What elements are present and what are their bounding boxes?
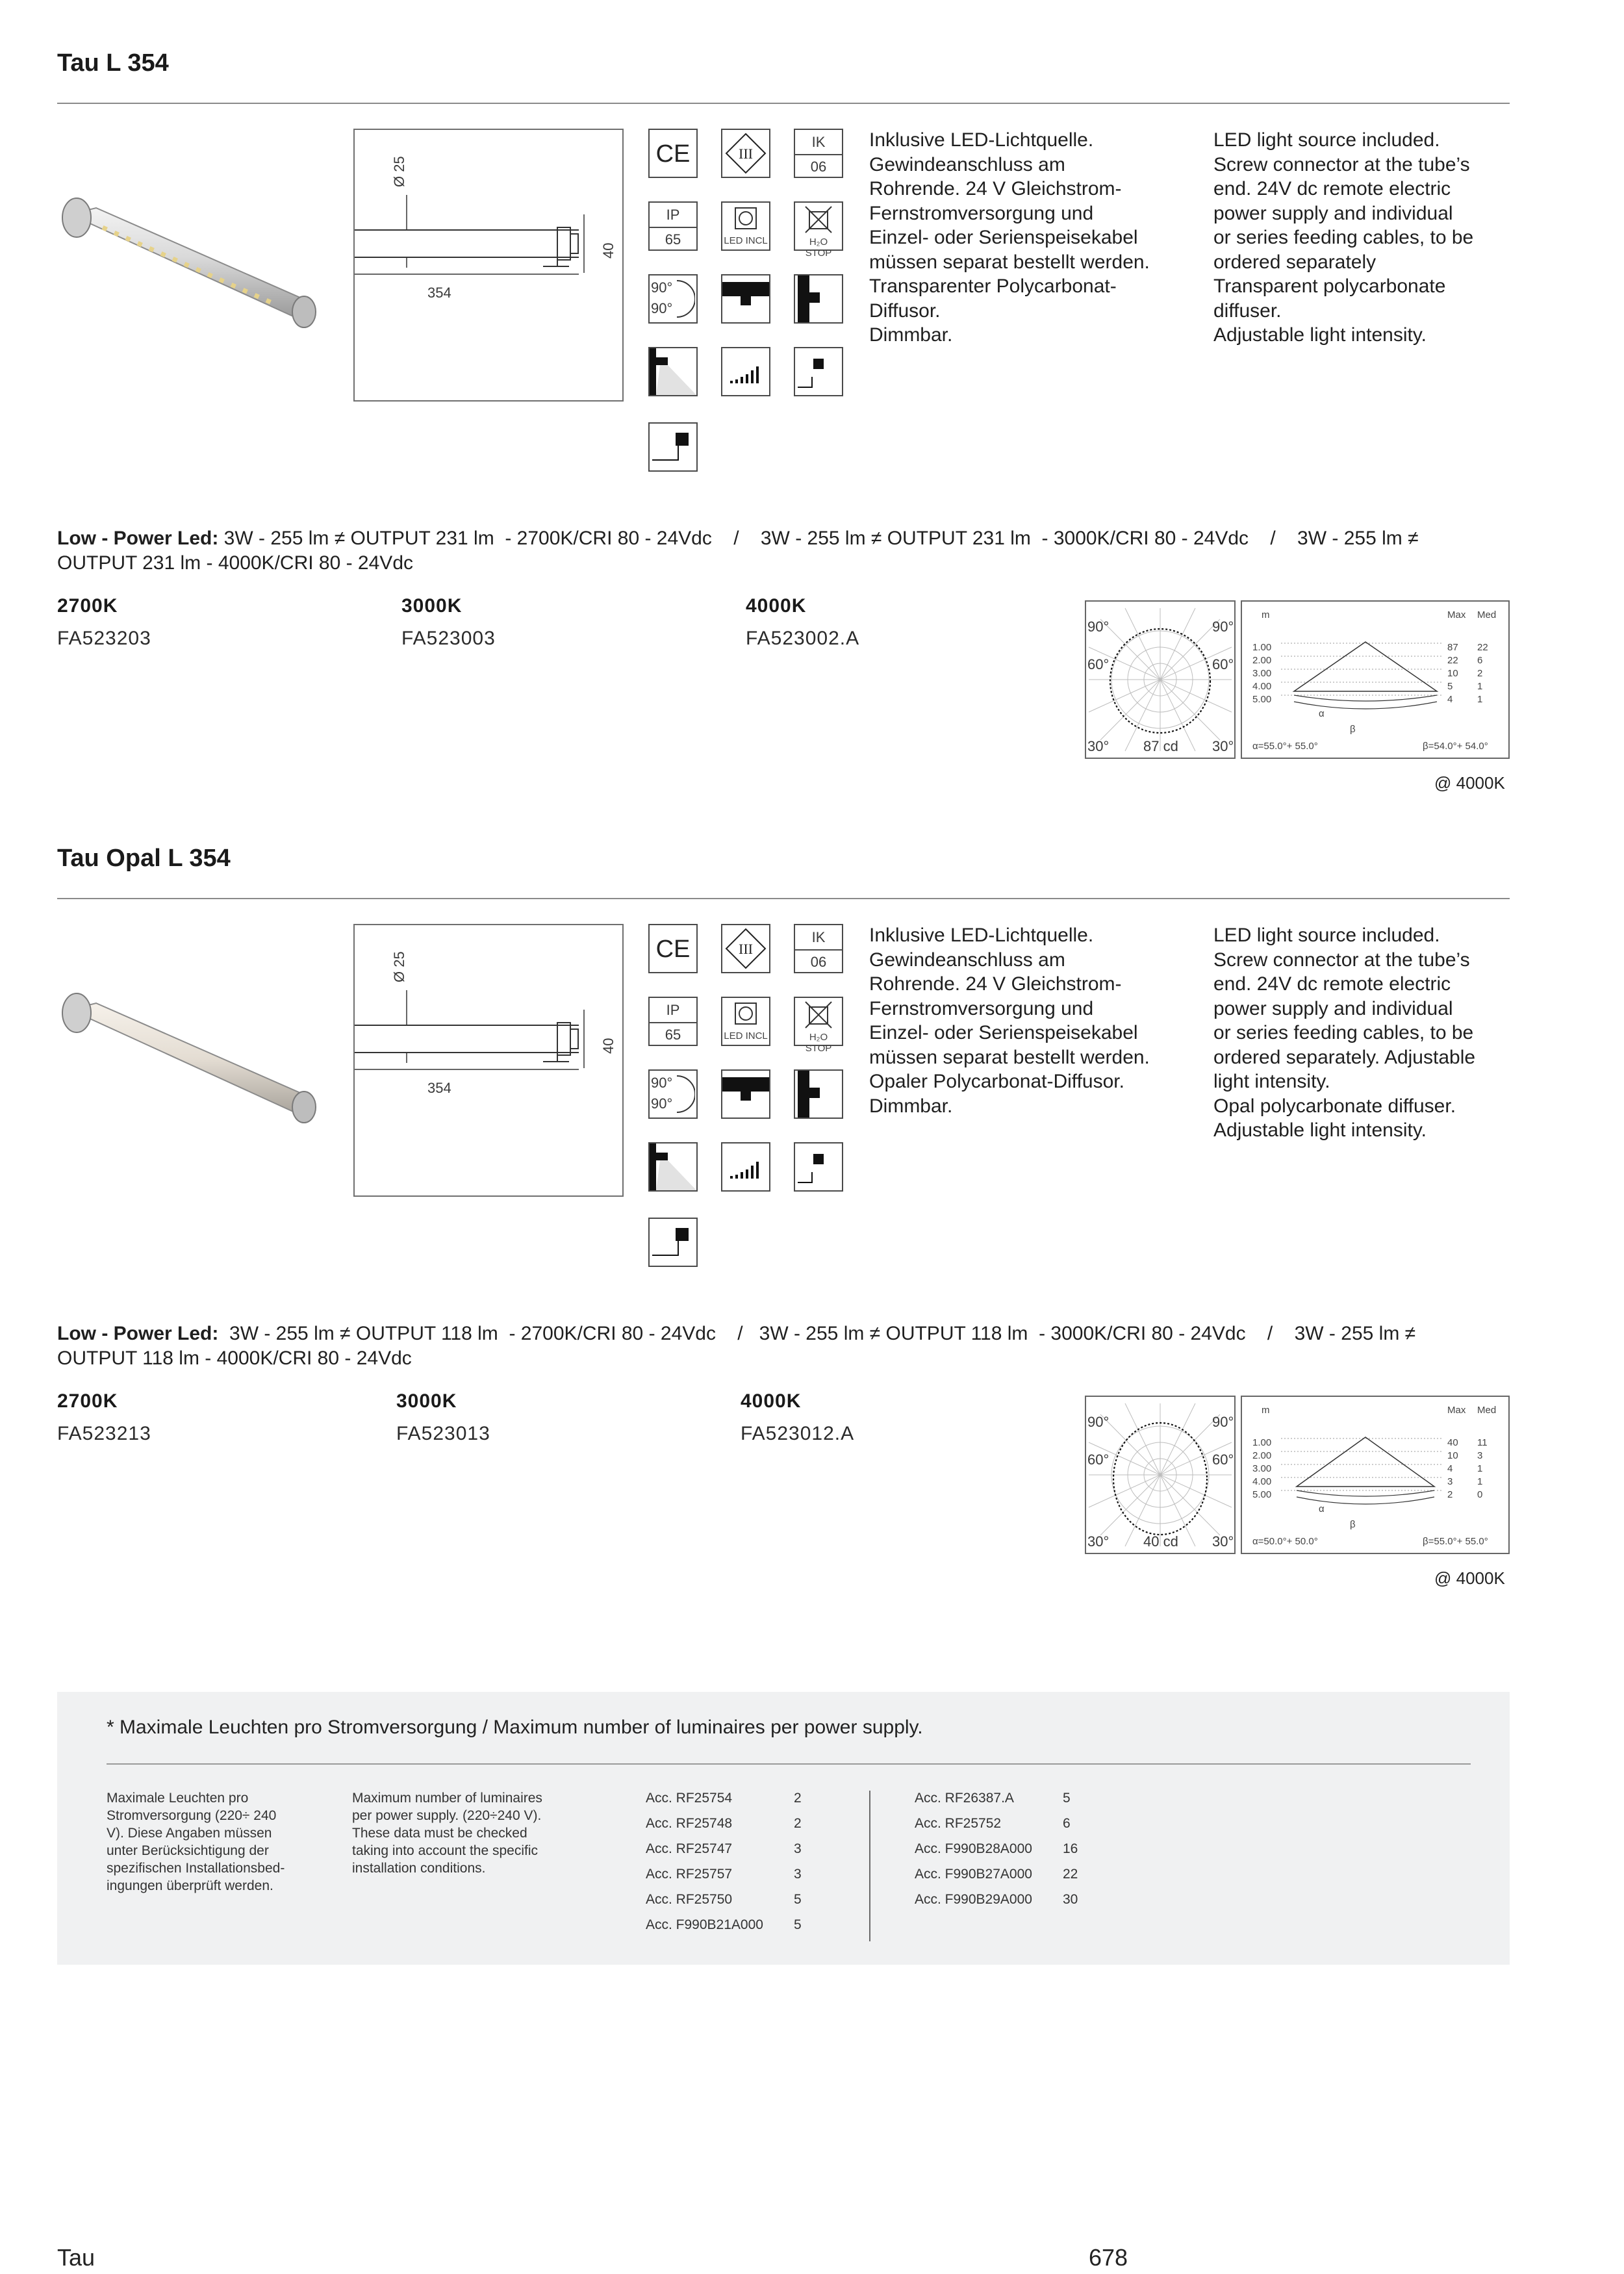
specs-label: Low - Power Led:	[57, 1323, 219, 1344]
description-de: Inklusive LED-Lichtquelle. Gewindeanschluss am Rohrende. 24 V Gleichstrom- Fernstromversorgung und Einzel- oder Serienspeisekabel müssen separat bestellt werden. Opaler Polycarbonat-Diffusor. Dimmbar.	[869, 925, 1150, 1117]
description-en: LED light source included. Screw connector at the tube’s end. 24V dc remote electric power supply and individual or series feeding cables, to be ordered separately Transparent polycarbonate diffuser. Adjustable light intensity.	[1213, 129, 1474, 346]
height-label: 40	[600, 1038, 616, 1054]
variant-code: FA523003	[401, 628, 496, 649]
power-specs	[57, 1322, 1510, 1371]
specs-label: Low - Power Led:	[57, 528, 219, 549]
technical-drawing	[353, 924, 624, 1197]
power-specs	[57, 526, 1510, 576]
specs-line-1: 3W - 255 lm ≠ OUTPUT 231 lm - 2700K/CRI 80 - 24Vdc / 3W - 255 lm ≠ OUTPUT 231 lm - 3000K/CRI 80 - 24Vdc / 3W - 255 lm ≠	[218, 528, 1419, 549]
h2o-stop-icon: H₂O STOP	[794, 201, 843, 251]
info-heading: * Maximale Leuchten pro Stromversorgung / Maximum number of luminaires per power supply.	[107, 1717, 923, 1738]
variant-temp: 4000K	[741, 1390, 802, 1412]
variant-temp: 2700K	[57, 1390, 118, 1412]
dimmable-icon	[721, 1142, 770, 1192]
table-row: Acc. RF25750 5	[646, 1892, 802, 1907]
title-divider	[57, 103, 1510, 104]
table-row: Acc. RF25748 2	[646, 1816, 802, 1831]
ce-mark-icon	[648, 129, 698, 178]
description-en: LED light source included. Screw connector at the tube’s end. 24V dc remote electric power supply and individual or series feeding cables, to be ordered separately. Adjustable light intensity. Opal polycarbonate diffuser. Adjustable light intensity.	[1213, 925, 1476, 1141]
info-text-de: Maximale Leuchten pro Stromversorgung (220÷ 240 V). Diese Angaben müssen unter Berücksichtigung der spezifischen Installationsbed- ingungen überprüft werden.	[107, 1791, 285, 1893]
specs-line-1: 3W - 255 lm ≠ OUTPUT 118 lm - 2700K/CRI 80 - 24Vdc / 3W - 255 lm ≠ OUTPUT 118 lm - 3000K/CRI 80 - 24Vdc / 3W - 255 lm ≠	[218, 1323, 1416, 1344]
info-text-en: Maximum number of luminaires per power supply. (220÷240 V). These data must be checked taking into account the specific installation conditions.	[352, 1791, 542, 1876]
table-row: Acc. RF25752 6	[915, 1816, 1071, 1831]
svg-text:III: III	[739, 941, 753, 957]
polar-diagram: 90° 90° 60° 60° 30° 30° 87 cd	[1085, 600, 1236, 759]
product-photo	[57, 984, 317, 1133]
description-de: Inklusive LED-Lichtquelle. Gewindeanschluss am Rohrende. 24 V Gleichstrom- Fernstromversorgung und Einzel- oder Serienspeisekabel müssen separat bestellt werden. Transparenter Polycarbonat- Diffusor. Dimmbar.	[869, 129, 1150, 346]
technical-drawing	[353, 129, 624, 402]
ceiling-mount-icon	[794, 347, 843, 396]
ip-rating-icon: IP 65	[648, 201, 698, 251]
ce-mark-icon	[648, 924, 698, 973]
table-row: Acc. RF25757 3	[646, 1867, 802, 1882]
beam-down-icon	[721, 274, 770, 324]
wall-mount-icon	[794, 1069, 843, 1119]
svg-text:CE: CE	[655, 936, 691, 963]
candela-value: 40 cd	[1143, 1533, 1178, 1550]
specs-line-2: OUTPUT 118 lm - 4000K/CRI 80 - 24Vdc	[57, 1348, 412, 1369]
light-spread-icon	[648, 1142, 698, 1192]
info-divider	[107, 1763, 1471, 1765]
table-row: Acc. F990B28A000 16	[915, 1841, 1078, 1856]
variant-code: FA523002.A	[746, 628, 860, 649]
diameter-label: Ø 25	[391, 951, 407, 982]
table-separator	[869, 1791, 870, 1941]
rotation-icon: 90° 90°	[648, 1069, 698, 1119]
svg-text:CE: CE	[655, 140, 691, 168]
table-row: Acc. F990B29A000 30	[915, 1892, 1078, 1907]
beam-down-icon	[721, 1069, 770, 1119]
accessory-table-right	[915, 1791, 1110, 1917]
length-label: 354	[427, 1080, 451, 1096]
length-label: 354	[427, 285, 451, 301]
ik-rating-icon: IK 06	[794, 129, 843, 178]
table-row: Acc. RF25754 2	[646, 1791, 802, 1806]
diameter-label: Ø 25	[391, 156, 407, 187]
variant-temp: 2700K	[57, 595, 118, 617]
variant-temp: 3000K	[401, 595, 463, 617]
icon-grid	[648, 924, 843, 1275]
accessory-table-left	[646, 1791, 841, 1943]
icon-grid	[648, 129, 843, 479]
section-name: Tau	[57, 2244, 95, 2271]
cone-diagram: m Max Med 1.00 87 22 2.00 22 6 3.00 10 2 4.00 5 1 5.00 4 1 α β α=55.0°+ 55.0° β=54.0°+ 54.0°	[1241, 600, 1510, 759]
surface-mount-icon	[648, 422, 698, 472]
temperature-note: @ 4000K	[1434, 1568, 1505, 1588]
variant-code: FA523203	[57, 628, 151, 649]
wall-mount-icon	[794, 274, 843, 324]
variant-code: FA523213	[57, 1423, 151, 1444]
ik-rating-icon: IK 06	[794, 924, 843, 973]
table-row: Acc. F990B27A000 22	[915, 1867, 1078, 1882]
height-label: 40	[600, 242, 616, 259]
table-row: Acc. RF25747 3	[646, 1841, 802, 1856]
variant-code: FA523013	[396, 1423, 490, 1444]
specs-line-2: OUTPUT 231 lm - 4000K/CRI 80 - 24Vdc	[57, 552, 413, 574]
page-number: 678	[1089, 2244, 1128, 2271]
product-title: Tau Opal L 354	[57, 845, 231, 872]
svg-text:III: III	[739, 146, 753, 162]
variant-temp: 4000K	[746, 595, 807, 617]
product-photo	[57, 188, 317, 338]
candela-value: 87 cd	[1143, 738, 1178, 754]
surface-mount-icon	[648, 1218, 698, 1267]
power-supply-info-box	[57, 1692, 1510, 1965]
variant-temp: 3000K	[396, 1390, 457, 1412]
class-iii-icon	[721, 924, 770, 973]
h2o-stop-icon: H₂O STOP	[794, 997, 843, 1046]
rotation-icon: 90° 90°	[648, 274, 698, 324]
temperature-note: @ 4000K	[1434, 773, 1505, 793]
product-section-1	[0, 0, 1624, 806]
product-section-2	[0, 795, 1624, 1601]
table-row: Acc. RF26387.A 5	[915, 1791, 1071, 1806]
led-included-icon: LED INCL	[721, 201, 770, 251]
light-spread-icon	[648, 347, 698, 396]
class-iii-icon	[721, 129, 770, 178]
ceiling-mount-icon	[794, 1142, 843, 1192]
product-title: Tau L 354	[57, 49, 169, 77]
ip-rating-icon: IP 65	[648, 997, 698, 1046]
cone-diagram: m Max Med 1.00 40 11 2.00 10 3 3.00 4 1 4.00 3 1 5.00 2 0 α β α=50.0°+ 50.0° β=55.0°+ 55.0°	[1241, 1396, 1510, 1554]
polar-diagram: 90° 90° 60° 60° 30° 30° 40 cd	[1085, 1396, 1236, 1554]
table-row: Acc. F990B21A000 5	[646, 1917, 802, 1932]
led-included-icon: LED INCL	[721, 997, 770, 1046]
variant-code: FA523012.A	[741, 1423, 855, 1444]
title-divider	[57, 898, 1510, 899]
dimmable-icon	[721, 347, 770, 396]
